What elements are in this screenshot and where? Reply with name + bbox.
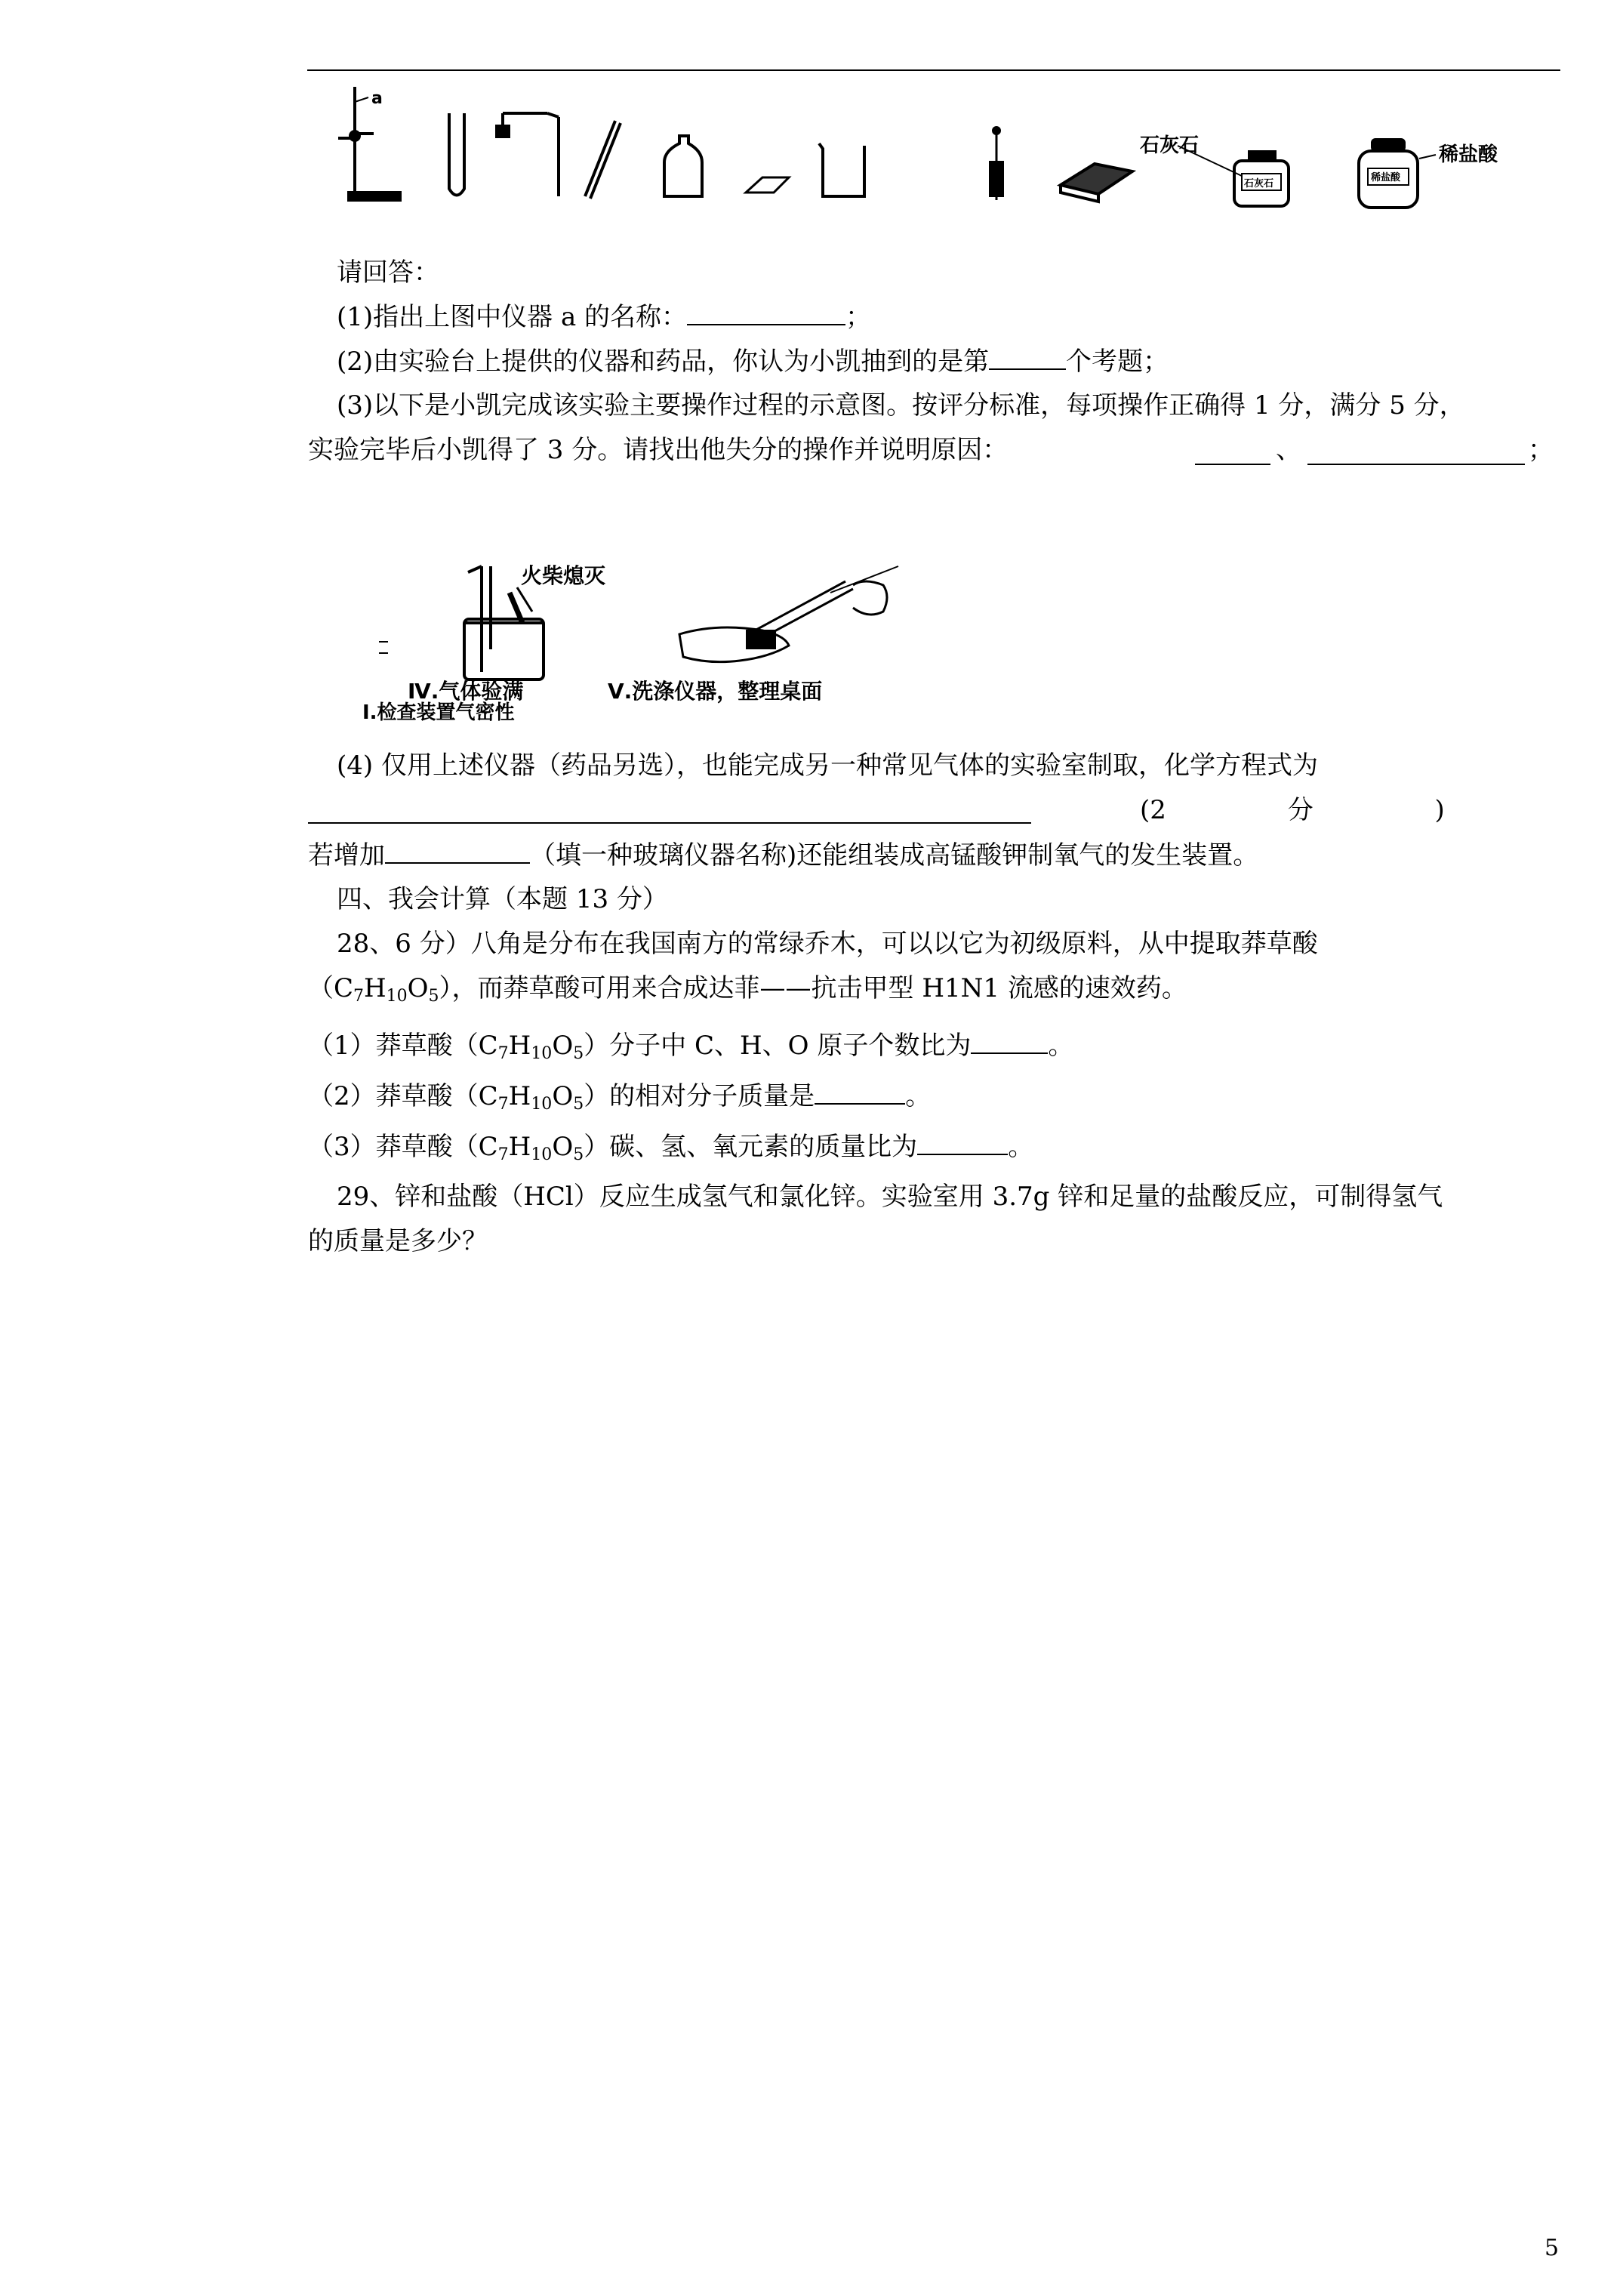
q4-instrument-blank[interactable] xyxy=(385,837,530,864)
glass-plate-icon xyxy=(746,177,789,193)
test-tube-icon xyxy=(449,113,464,196)
label-limestone: 石灰石 xyxy=(1140,134,1200,157)
test-tube-brush-icon xyxy=(990,128,1002,200)
step-1-label: I.检查装置气密性 xyxy=(362,701,515,724)
match-icon xyxy=(510,587,532,623)
jar-label-hcl: 稀盐酸 xyxy=(1371,172,1401,183)
q4-equation-blank[interactable] xyxy=(308,797,1031,824)
q3-answer-blank-2[interactable] xyxy=(1307,438,1525,465)
gas-bottle-icon xyxy=(664,136,702,196)
pipette-icon xyxy=(585,121,621,199)
apparatus-figure xyxy=(332,79,1510,227)
iron-stand-icon xyxy=(338,87,400,200)
step-5-label: Ⅴ.洗涤仪器，整理桌面 xyxy=(608,679,823,704)
jar-label-limestone: 石灰石 xyxy=(1244,178,1274,190)
q28-2-blank[interactable] xyxy=(815,1077,905,1105)
matchbox-icon xyxy=(1061,164,1132,202)
q1-text: (1)指出上图中仪器 a 的名称： xyxy=(337,302,688,332)
step-4-label: Ⅳ.气体验满 xyxy=(408,679,524,704)
q3-answer-blank-1[interactable] xyxy=(1195,438,1270,465)
header-rule xyxy=(307,69,1560,71)
operations-figure xyxy=(362,551,906,725)
page-number: 5 xyxy=(1544,2235,1560,2261)
q1-answer-blank[interactable] xyxy=(687,298,845,325)
label-hcl: 稀盐酸 xyxy=(1439,143,1498,166)
q2-answer-blank[interactable] xyxy=(989,343,1066,370)
match-out-label: 火柴熄灭 xyxy=(521,563,606,588)
q28-1-blank[interactable] xyxy=(971,1027,1048,1054)
washing-hands-icon xyxy=(679,566,898,662)
delivery-tube-icon xyxy=(497,113,559,196)
beaker-icon xyxy=(819,143,864,196)
label-a: a xyxy=(371,89,383,108)
q28-3-blank[interactable] xyxy=(917,1128,1008,1155)
